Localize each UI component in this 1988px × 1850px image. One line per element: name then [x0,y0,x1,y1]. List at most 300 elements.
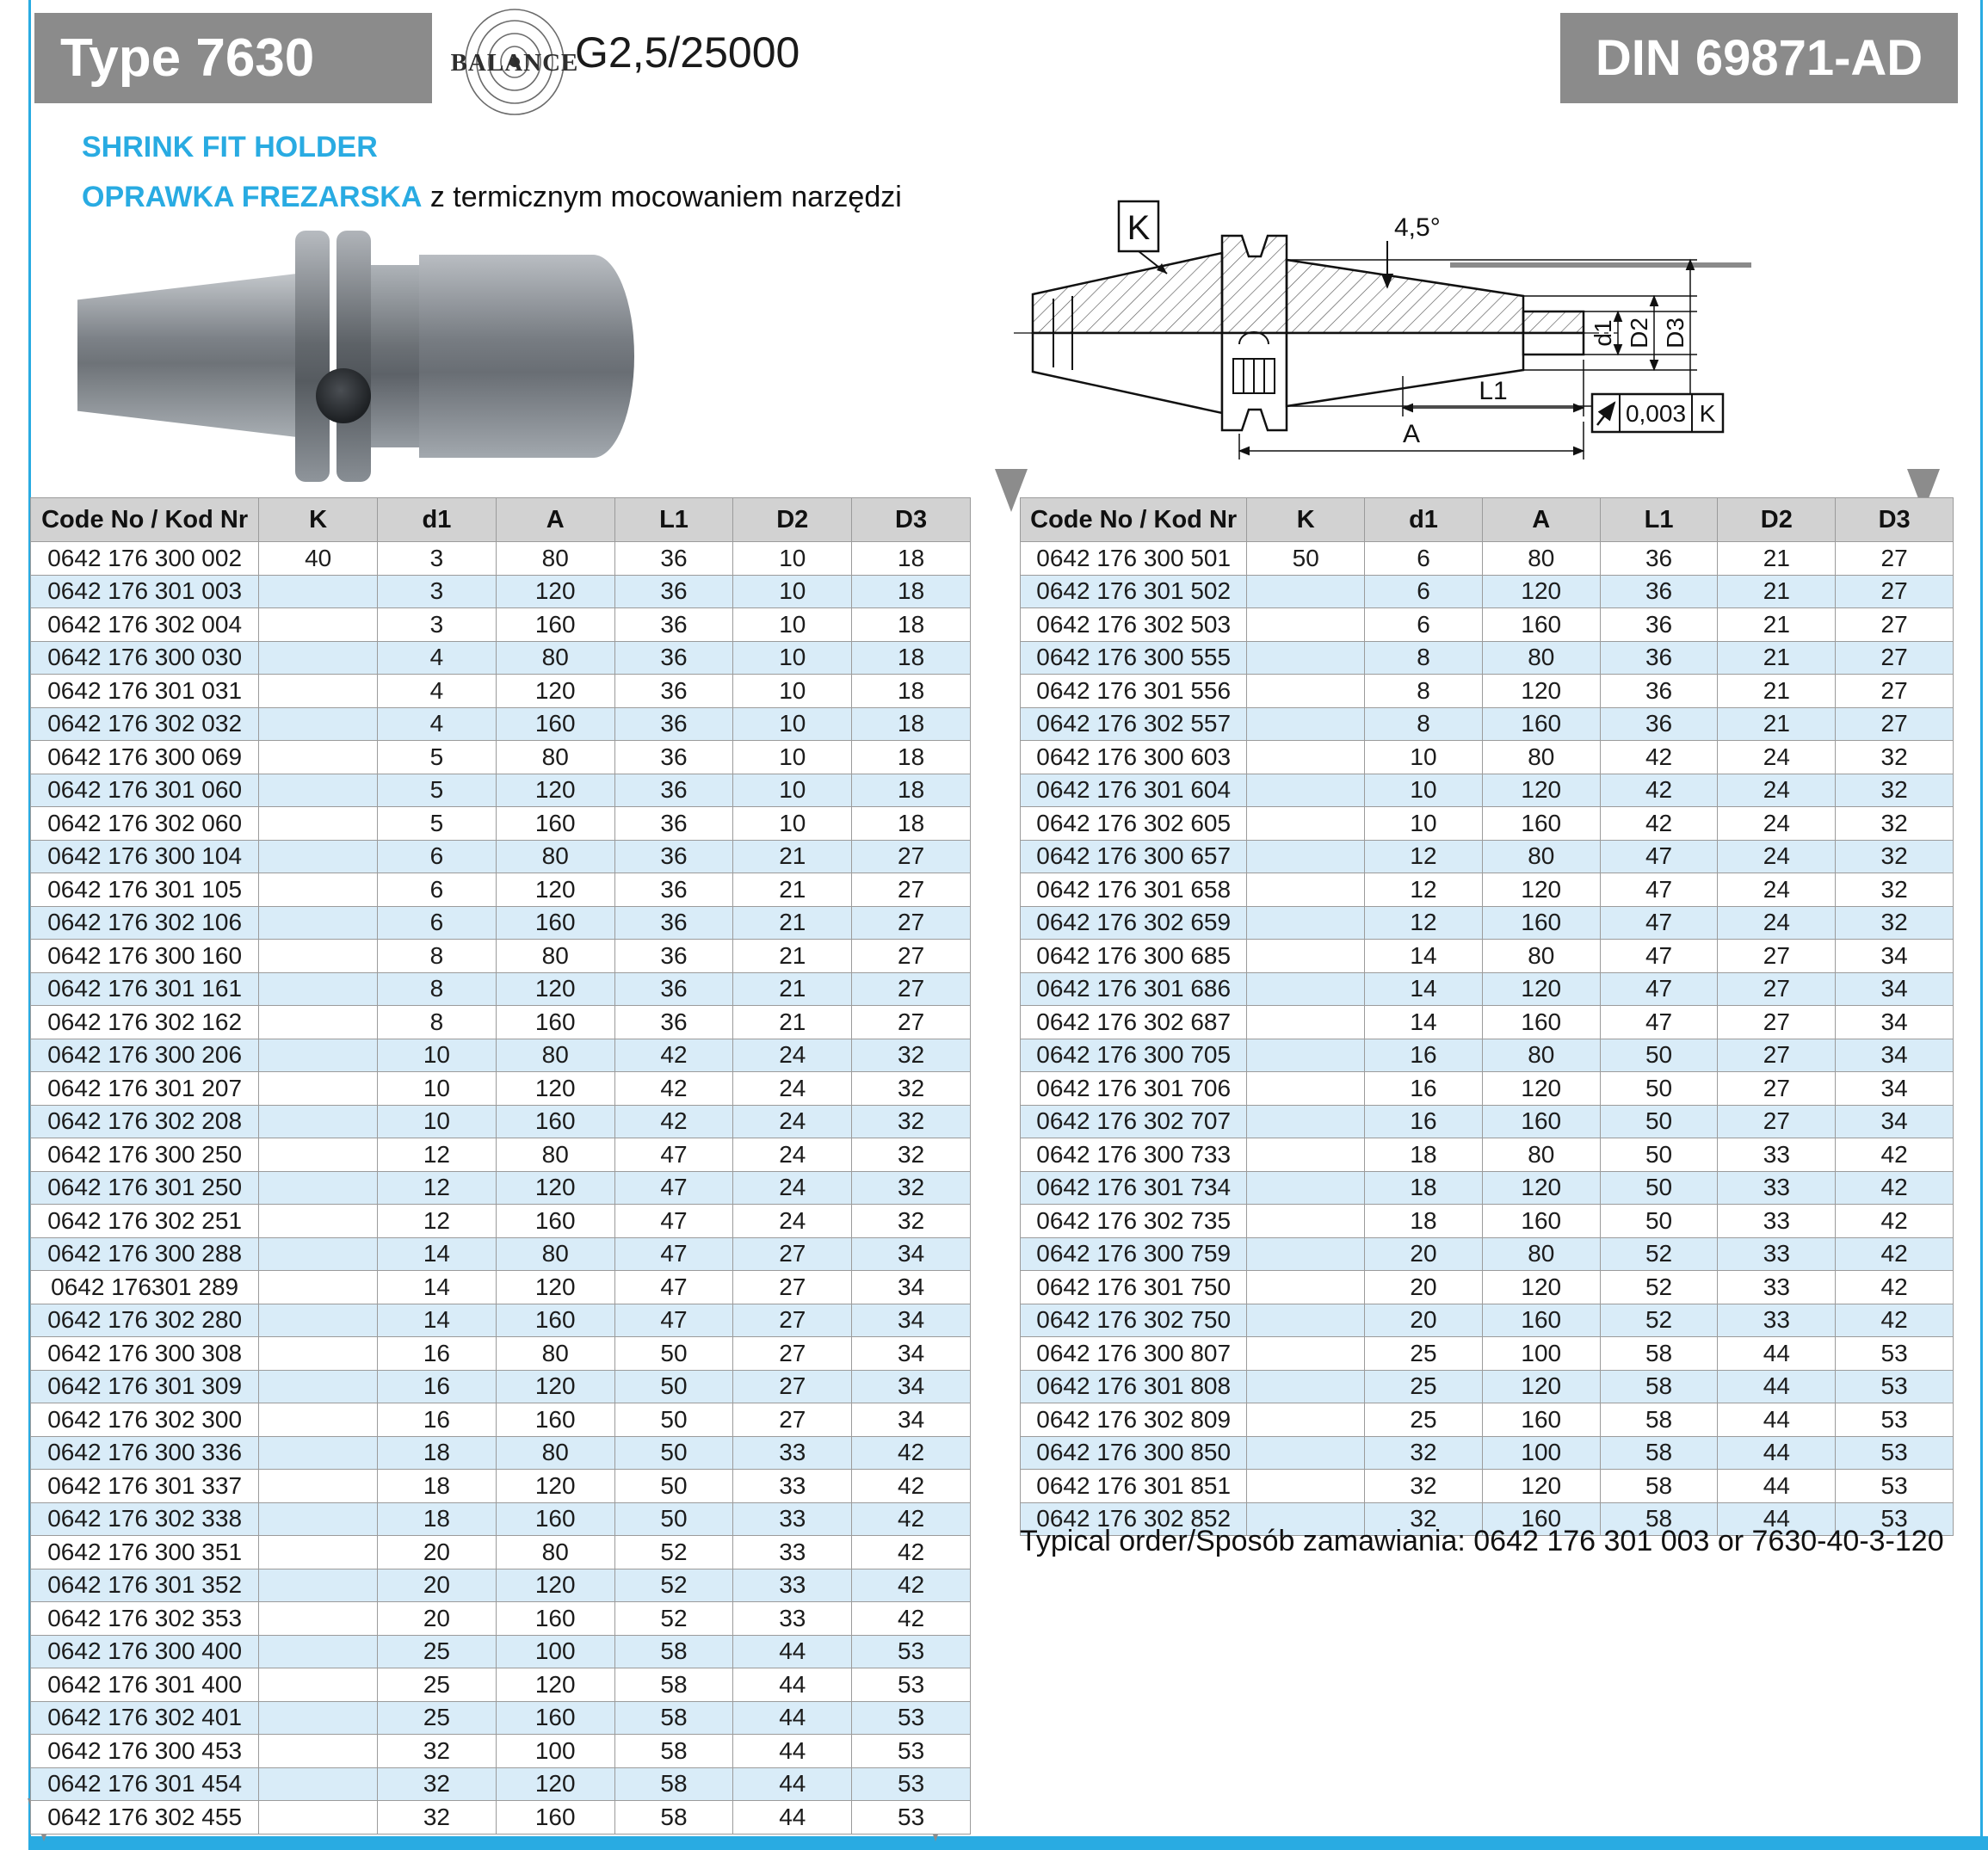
table-cell: 32 [1836,906,1954,940]
table-row [1021,906,1954,940]
table-cell [1247,741,1365,774]
table-cell: 27 [852,906,971,940]
table-cell: 6 [1365,608,1483,642]
table-cell: 0642 176 302 251 [31,1205,259,1238]
table-cell: 0642 176 300 807 [1021,1337,1247,1371]
table-cell: 36 [614,906,733,940]
page-title: Type 7630 [34,13,432,103]
table-cell: 47 [1600,906,1718,940]
table-cell: 24 [1718,906,1836,940]
table-cell: 100 [1482,1436,1600,1470]
table-cell: 160 [1482,1304,1600,1337]
table-cell: 44 [733,1668,852,1702]
table-cell: 120 [1482,774,1600,807]
table-cell: 0642 176 300 603 [1021,741,1247,774]
table-cell: 53 [852,1635,971,1668]
table-cell [259,707,378,741]
table-cell: 21 [733,906,852,940]
table-cell: 47 [1600,1006,1718,1039]
table-cell: 42 [1600,741,1718,774]
photo-flange-rib [336,231,371,482]
table-cell: 58 [614,1735,733,1768]
table-cell [259,1569,378,1602]
table-cell: 47 [614,1237,733,1271]
table-row [31,741,971,774]
table-cell: 25 [378,1635,497,1668]
table-cell: 0642 176 302 353 [31,1602,259,1636]
table-row [1021,1271,1954,1304]
table-row [31,1072,971,1106]
table-cell: 0642 176 301 400 [31,1668,259,1702]
table-cell: 4 [378,707,497,741]
table-cell: 80 [1482,741,1600,774]
table-cell: 53 [852,1735,971,1768]
table-cell: 32 [1836,741,1954,774]
table-cell: 0642 176 301 686 [1021,972,1247,1006]
table-cell: 32 [1365,1502,1483,1536]
table-row [31,906,971,940]
column-header: K [259,498,378,542]
table-cell: 0642 176 301 604 [1021,774,1247,807]
table-cell: 58 [1600,1370,1718,1403]
d1-dim-label: d1 [1590,319,1616,347]
table-cell: 80 [496,840,614,873]
table-cell [259,1039,378,1072]
table-row [31,542,971,576]
column-header: K [1247,498,1365,542]
balance-logo [448,9,594,120]
table-cell: 0642 176 300 733 [1021,1138,1247,1172]
table-row [1021,1039,1954,1072]
table-cell: 27 [733,1304,852,1337]
table-cell: 21 [1718,608,1836,642]
table-cell: 100 [496,1635,614,1668]
table-row [1021,1403,1954,1437]
table-cell: 14 [1365,940,1483,973]
table-cell: 120 [1482,575,1600,608]
table-cell: 12 [1365,906,1483,940]
subtitle-pl [82,181,902,214]
table-cell: 33 [1718,1138,1836,1172]
table-cell: 32 [378,1767,497,1801]
table-row [1021,1171,1954,1205]
table-cell: 3 [378,542,497,576]
spec-table-left [30,497,971,1835]
table-cell: 36 [614,807,733,841]
table-cell: 32 [1836,807,1954,841]
table-cell: 27 [852,972,971,1006]
table-cell: 120 [496,1271,614,1304]
table-cell: 44 [733,1767,852,1801]
table-cell: 16 [378,1370,497,1403]
table-cell: 34 [1836,1072,1954,1106]
table-cell [1247,1370,1365,1403]
tolerance-callout [1592,394,1723,432]
table-cell [1247,1138,1365,1172]
table-row [31,873,971,907]
table-row [31,1304,971,1337]
table-cell: 0642 176 300 308 [31,1337,259,1371]
table-cell: 4 [378,675,497,708]
table-cell: 120 [496,1370,614,1403]
typical-order-note: Typical order/Sposób zamawiania: 0642 176 301 003 or 7630-40-3-120 [1020,1525,1944,1557]
table-cell [1247,608,1365,642]
table-cell: 36 [614,675,733,708]
table-cell [1247,1171,1365,1205]
column-header: D2 [1718,498,1836,542]
table-row [1021,1337,1954,1371]
table-cell: 8 [378,1006,497,1039]
table-cell: 44 [733,1801,852,1835]
table-cell: 50 [1600,1039,1718,1072]
table-row [1021,1006,1954,1039]
table-cell: 0642 176 302 401 [31,1701,259,1735]
table-cell: 25 [378,1701,497,1735]
table-cell: 6 [1365,575,1483,608]
table-cell: 27 [733,1271,852,1304]
table-cell: 50 [614,1370,733,1403]
table-cell: 10 [1365,807,1483,841]
d3-dim-label: D3 [1662,318,1689,348]
table-cell: 160 [1482,707,1600,741]
table-cell: 58 [614,1767,733,1801]
table-cell: 160 [496,1801,614,1835]
table-cell [1247,1237,1365,1271]
table-cell [259,1205,378,1238]
table-cell: 50 [614,1436,733,1470]
table-cell: 18 [852,707,971,741]
table-row [31,1337,971,1371]
table-cell: 14 [378,1237,497,1271]
table-row [31,1039,971,1072]
table-cell [259,741,378,774]
table-cell: 24 [733,1138,852,1172]
table-cell: 27 [1836,675,1954,708]
table-cell: 12 [378,1205,497,1238]
tolerance-ref: K [1699,400,1716,427]
table-cell: 52 [614,1536,733,1569]
table-cell [259,1701,378,1735]
table-row [31,1205,971,1238]
table-cell: 0642 176 301 808 [1021,1370,1247,1403]
bottom-accent-bar [28,1836,1988,1850]
table-cell: 47 [1600,873,1718,907]
table-cell: 21 [733,972,852,1006]
technical-drawing [990,191,1988,488]
table-row [1021,707,1954,741]
table-cell: 12 [378,1171,497,1205]
table-cell: 120 [496,1171,614,1205]
table-cell: 27 [852,873,971,907]
table-cell [259,1635,378,1668]
table-cell: 58 [614,1668,733,1702]
table-cell: 42 [614,1072,733,1106]
table-cell: 27 [1718,1105,1836,1138]
table-cell [1247,940,1365,973]
table-cell [1247,707,1365,741]
table-cell: 80 [496,1237,614,1271]
table-cell [259,1006,378,1039]
table-cell: 36 [614,972,733,1006]
table-cell [259,1536,378,1569]
table-row [1021,741,1954,774]
table-row [1021,1237,1954,1271]
table-cell: 0642 176 301 031 [31,675,259,708]
table-cell: 36 [614,608,733,642]
table-cell: 32 [1836,873,1954,907]
photo-drive-slot [316,368,371,423]
table-cell: 27 [733,1337,852,1371]
table-cell: 18 [852,807,971,841]
table-cell [259,906,378,940]
table-row [31,1138,971,1172]
table-cell: 36 [1600,608,1718,642]
table-cell: 160 [1482,807,1600,841]
table-cell: 42 [614,1105,733,1138]
table-cell: 18 [1365,1171,1483,1205]
table-cell: 42 [1600,774,1718,807]
table-cell: 36 [1600,641,1718,675]
table-cell [259,575,378,608]
table-cell [259,972,378,1006]
table-cell: 44 [1718,1502,1836,1536]
table-cell: 160 [1482,1105,1600,1138]
table-cell: 44 [1718,1337,1836,1371]
table-cell: 120 [496,1767,614,1801]
table-cell: 50 [1600,1171,1718,1205]
balance-logo-text: BALANCE [450,49,579,77]
table-cell: 36 [614,575,733,608]
table-cell: 0642 176 300 657 [1021,840,1247,873]
table-cell: 160 [496,1105,614,1138]
table-cell: 160 [1482,1006,1600,1039]
table-cell: 80 [1482,1039,1600,1072]
table-cell: 53 [852,1767,971,1801]
table-cell: 160 [1482,608,1600,642]
table-cell: 42 [852,1602,971,1636]
balance-grade: G2,5/25000 [575,28,800,77]
table-cell: 0642 176 300 850 [1021,1436,1247,1470]
table-cell: 27 [852,1006,971,1039]
table-cell [1247,641,1365,675]
table-cell: 14 [1365,972,1483,1006]
table-cell: 0642 176 301 060 [31,774,259,807]
table-cell: 32 [1836,774,1954,807]
table-cell: 42 [1836,1271,1954,1304]
table-cell: 25 [1365,1403,1483,1437]
table-cell: 0642 176 302 809 [1021,1403,1247,1437]
table-cell: 47 [614,1205,733,1238]
table-cell: 10 [733,807,852,841]
table-cell: 0642 176 300 351 [31,1536,259,1569]
table-cell: 33 [733,1436,852,1470]
table-cell: 20 [1365,1271,1483,1304]
table-cell: 0642 176 301 454 [31,1767,259,1801]
table-cell: 0642 176 300 002 [31,542,259,576]
table-cell: 0642 176 302 280 [31,1304,259,1337]
table-row [31,608,971,642]
table-cell: 34 [852,1403,971,1437]
table-cell: 0642 176 301 706 [1021,1072,1247,1106]
table-cell: 34 [1836,1006,1954,1039]
table-cell: 25 [1365,1370,1483,1403]
table-row [31,1735,971,1768]
table-cell: 36 [614,774,733,807]
table-cell [1247,1039,1365,1072]
table-cell: 33 [1718,1237,1836,1271]
table-cell: 0642 176 300 160 [31,940,259,973]
l1-dim-label: L1 [1479,377,1508,405]
column-header: D2 [733,498,852,542]
table-cell [259,1304,378,1337]
table-cell: 53 [852,1668,971,1702]
table-cell [259,1072,378,1106]
table-cell: 0642 176 302 750 [1021,1304,1247,1337]
table-cell: 10 [733,741,852,774]
table-row [31,1602,971,1636]
table-cell: 8 [1365,641,1483,675]
table-cell: 47 [1600,940,1718,973]
table-cell: 0642 176 300 759 [1021,1237,1247,1271]
table-cell [259,1403,378,1437]
table-cell: 0642 176 300 501 [1021,542,1247,576]
column-header: L1 [1600,498,1718,542]
table-cell: 8 [1365,707,1483,741]
table-cell: 27 [1718,1072,1836,1106]
table-cell: 80 [496,641,614,675]
table-cell: 5 [378,774,497,807]
table-cell: 34 [852,1304,971,1337]
column-header: A [496,498,614,542]
table-cell [259,1171,378,1205]
table-cell: 58 [1600,1337,1718,1371]
table-cell: 80 [1482,641,1600,675]
table-cell: 160 [496,1502,614,1536]
table-cell: 33 [1718,1304,1836,1337]
table-cell: 42 [1836,1171,1954,1205]
table-row [31,774,971,807]
table-cell: 0642 176 302 208 [31,1105,259,1138]
table-cell: 27 [1718,1039,1836,1072]
table-cell: 40 [259,542,378,576]
table-row [31,1801,971,1835]
table-cell: 24 [733,1171,852,1205]
table-row [1021,608,1954,642]
table-cell: 18 [852,774,971,807]
table-cell: 34 [852,1337,971,1371]
table-cell: 27 [733,1370,852,1403]
table-cell: 0642 176 300 705 [1021,1039,1247,1072]
table-cell: 3 [378,575,497,608]
table-cell: 21 [1718,575,1836,608]
table-cell: 52 [614,1602,733,1636]
table-row [31,707,971,741]
table-cell: 0642 176 301 750 [1021,1271,1247,1304]
table-cell: 14 [378,1271,497,1304]
table-cell: 0642 176 302 032 [31,707,259,741]
spec-table-right-wrap [1020,497,1954,1536]
table-cell: 160 [496,1304,614,1337]
table-cell: 0642 176 302 106 [31,906,259,940]
table-cell: 16 [1365,1105,1483,1138]
table-cell [1247,1403,1365,1437]
table-cell: 42 [852,1569,971,1602]
table-cell: 21 [733,873,852,907]
spec-table-right [1020,497,1954,1536]
table-row [31,972,971,1006]
table-cell [1247,1337,1365,1371]
table-cell: 53 [1836,1403,1954,1437]
table-cell: 0642 176301 289 [31,1271,259,1304]
table-cell [1247,575,1365,608]
table-cell: 18 [852,675,971,708]
table-cell: 36 [614,873,733,907]
table-cell: 44 [733,1635,852,1668]
table-cell: 58 [1600,1403,1718,1437]
table-cell [1247,675,1365,708]
table-cell [1247,906,1365,940]
table-cell: 160 [496,608,614,642]
table-cell: 21 [1718,707,1836,741]
table-cell: 50 [1600,1072,1718,1106]
table-cell: 47 [614,1138,733,1172]
table-cell [259,1138,378,1172]
table-cell [1247,1105,1365,1138]
table-cell: 32 [1365,1436,1483,1470]
table-cell: 18 [852,542,971,576]
table-cell: 10 [378,1072,497,1106]
table-cell: 27 [1836,542,1954,576]
table-cell: 120 [1482,1470,1600,1503]
table-cell [1247,873,1365,907]
table-cell: 8 [378,972,497,1006]
table-cell: 0642 176 300 030 [31,641,259,675]
table-cell: 44 [1718,1403,1836,1437]
table-cell: 160 [1482,906,1600,940]
table-cell: 160 [1482,1502,1600,1536]
table-cell: 20 [378,1569,497,1602]
table-cell [259,675,378,708]
table-cell: 52 [614,1569,733,1602]
table-cell [1247,1006,1365,1039]
table-cell: 27 [1718,972,1836,1006]
table-cell: 36 [614,641,733,675]
table-cell: 24 [1718,774,1836,807]
column-header: L1 [614,498,733,542]
table-row [1021,641,1954,675]
table-cell: 100 [1482,1337,1600,1371]
table-cell: 160 [496,906,614,940]
table-cell [259,840,378,873]
table-cell: 32 [852,1171,971,1205]
table-cell: 50 [1600,1105,1718,1138]
table-cell: 36 [614,1006,733,1039]
table-cell: 24 [1718,873,1836,907]
table-cell: 53 [1836,1370,1954,1403]
table-cell: 27 [1836,608,1954,642]
table-cell: 0642 176 300 453 [31,1735,259,1768]
table-cell: 18 [378,1436,497,1470]
table-cell: 42 [1836,1237,1954,1271]
table-cell: 58 [614,1635,733,1668]
column-header: Code No / Kod Nr [31,498,259,542]
table-cell: 10 [1365,741,1483,774]
table-cell: 0642 176 301 309 [31,1370,259,1403]
table-row [1021,675,1954,708]
table-cell [1247,807,1365,841]
table-row [1021,1138,1954,1172]
table-cell: 0642 176 301 337 [31,1470,259,1503]
